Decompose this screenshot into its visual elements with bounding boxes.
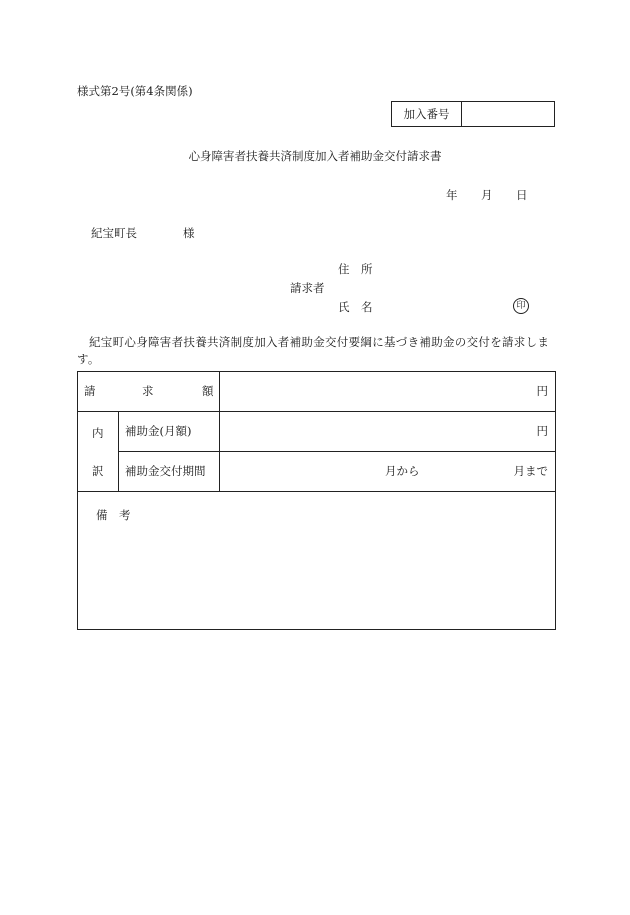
monthly-subsidy-unit: 円 — [536, 424, 548, 438]
date-year: 年 — [446, 188, 458, 202]
member-number-label: 加入番号 — [392, 102, 462, 126]
date-month: 月 — [481, 188, 493, 202]
addressee-name: 紀宝町長 — [91, 226, 137, 240]
claimant-label: 請求者 — [290, 281, 325, 295]
period-from: 月から — [385, 464, 420, 478]
row-divider — [78, 411, 555, 412]
member-number-box — [391, 101, 555, 127]
claim-table — [77, 371, 556, 630]
monthly-subsidy-label: 補助金(月額) — [125, 424, 192, 438]
breakdown-char-2: 訳 — [92, 464, 104, 478]
claim-amount-char-2: 求 — [142, 384, 154, 398]
request-statement: 紀宝町心身障害者扶養共済制度加入者補助金交付要綱に基づき補助金の交付を請求します。 — [77, 335, 550, 366]
seal-mark: 印 — [513, 298, 529, 314]
column-divider — [118, 411, 119, 491]
period-label: 補助金交付期間 — [125, 464, 206, 478]
document-title: 心身障害者扶養共済制度加入者補助金交付請求書 — [188, 149, 442, 163]
row-divider — [118, 451, 555, 452]
addressee-honorific: 様 — [183, 226, 195, 240]
remarks-label: 備 考 — [96, 508, 131, 522]
form-number: 様式第2号(第4条関係) — [77, 84, 193, 98]
name-label: 氏 名 — [338, 300, 373, 314]
date-day: 日 — [516, 188, 528, 202]
claim-amount-char-1: 請 — [84, 384, 96, 398]
row-divider — [78, 491, 555, 492]
breakdown-char-1: 内 — [92, 426, 104, 440]
period-to: 月まで — [513, 464, 548, 478]
column-divider — [219, 372, 220, 491]
claim-amount-unit: 円 — [536, 384, 548, 398]
address-label: 住 所 — [338, 262, 373, 276]
claim-amount-char-3: 額 — [202, 384, 214, 398]
member-number-field[interactable] — [462, 102, 554, 126]
